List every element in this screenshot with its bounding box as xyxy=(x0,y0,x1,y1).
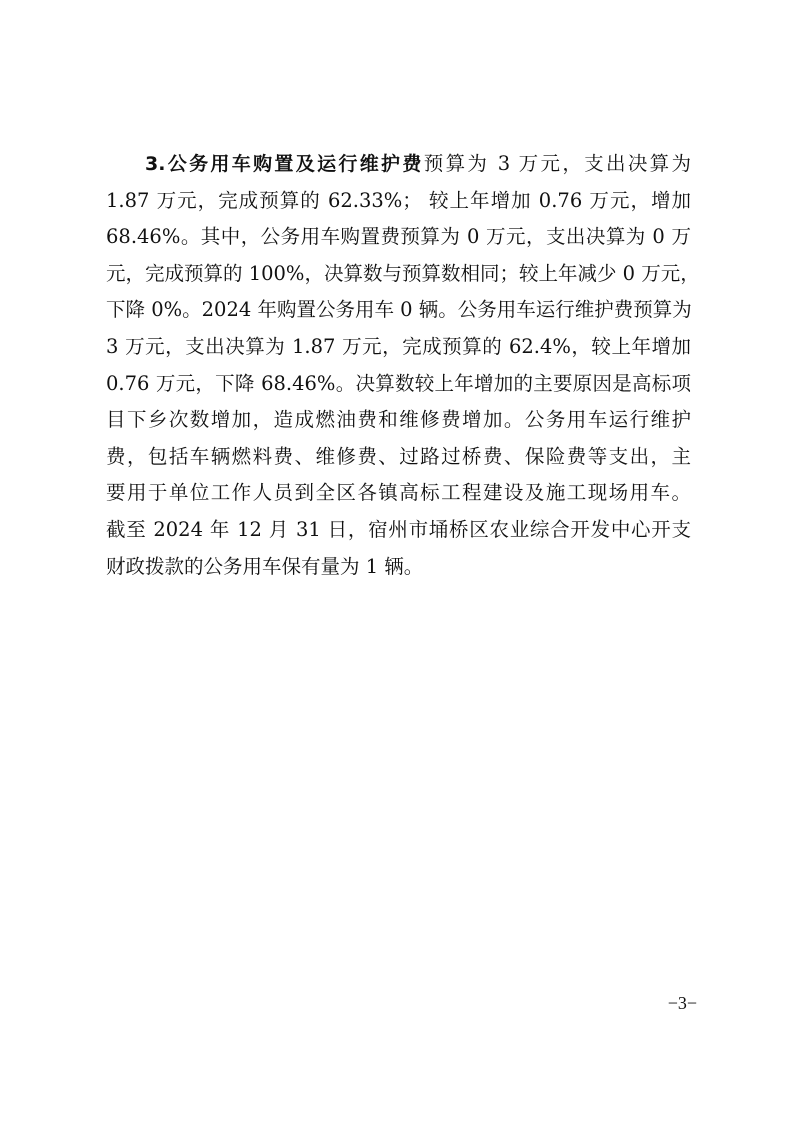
paragraph-line: 目下乡次数增加，造成燃油费和维修费增加。公务用车运行维护 xyxy=(106,408,691,432)
paragraph-line: 费，包括车辆燃料费、维修费、过路过桥费、保险费等支出，主 xyxy=(106,444,691,468)
paragraph-line: 财政拨款的公务用车保有量为 1 辆。 xyxy=(106,554,424,578)
paragraph-line: 截至 2024 年 12 月 31 日，宿州市埇桥区农业综合开发中心开支 xyxy=(106,517,691,541)
paragraph-line: 要用于单位工作人员到全区各镇高标工程建设及施工现场用车。 xyxy=(106,481,691,505)
paragraph-line: 元，完成预算的 100%，决算数与预算数相同；较上年减少 0 万元， xyxy=(106,261,700,285)
line-text: 预算为 3 万元，支出决算为 xyxy=(423,152,691,175)
paragraph-line xyxy=(106,146,691,183)
paragraph-line: 1.87 万元，完成预算的 62.33%； 较上年增加 0.76 万元，增加 xyxy=(106,188,691,212)
page-number: −3− xyxy=(667,993,697,1013)
paragraph-line: 68.46%。其中，公务用车购置费预算为 0 万元，支出决算为 0 万 xyxy=(106,225,691,249)
body-paragraph xyxy=(106,146,700,585)
paragraph-line: 0.76 万元，下降 68.46%。决算数较上年增加的主要原因是高标项 xyxy=(106,371,691,395)
paragraph-line: 3 万元，支出决算为 1.87 万元，完成预算的 62.4%，较上年增加 xyxy=(106,334,691,358)
paragraph-line: 下降 0%。2024 年购置公务用车 0 辆。公务用车运行维护费预算为 xyxy=(106,298,692,322)
section-heading: 3.公务用车购置及运行维护费 xyxy=(145,153,424,175)
